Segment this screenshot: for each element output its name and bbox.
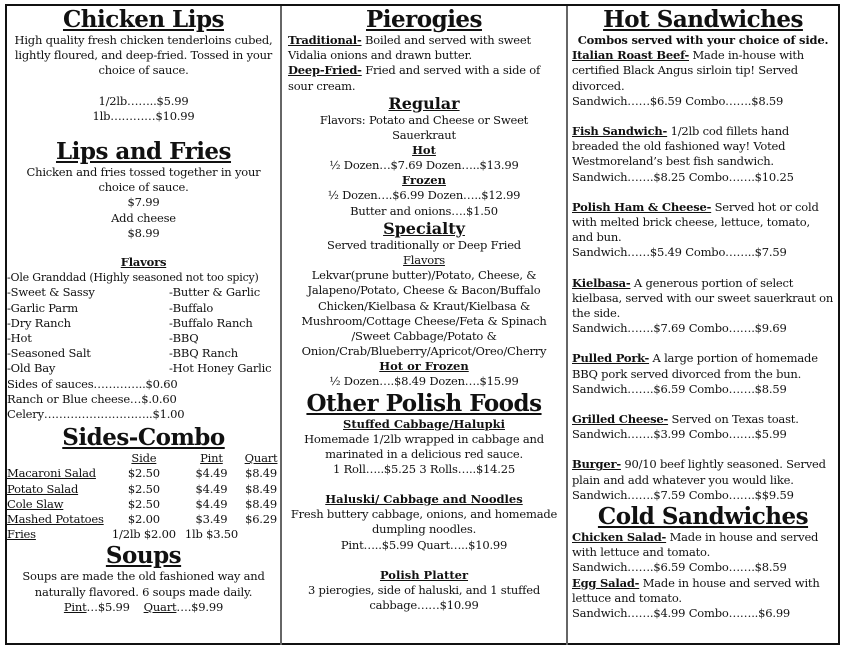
pint-price: $4.49: [195, 481, 228, 496]
hot-label: Hot: [412, 143, 436, 158]
price-line: Sandwich…….$3.99 Combo…….$5.99: [572, 427, 787, 442]
item-description: Chicken and fries tossed together in your choice of sauce.: [26, 165, 261, 195]
quart-price: $8.49: [245, 466, 278, 481]
price-line: Sandwich……$5.49 Combo……..$7.59: [572, 245, 787, 260]
item-description: Made in house and served with lettuce and tomato.: [572, 530, 819, 560]
flavor-item: -BBQ Ranch: [169, 346, 238, 361]
flavor-item: -BBQ: [169, 331, 199, 346]
item-name: Stuffed Cabbage/Halupki: [343, 416, 505, 431]
price-line: Sandwich…….$7.59 Combo…….$$9.59: [572, 487, 794, 502]
price-line: ½ Dozen….$6.99 Dozen…..$12.99: [327, 188, 521, 203]
item-name: Egg Salad-: [572, 575, 640, 590]
flavor-item: -Garlic Parm: [7, 300, 78, 315]
quart-price: ….$9.99: [176, 599, 224, 614]
side-name: Macaroni Salad: [7, 466, 96, 481]
item-name: Deep-Fried-: [288, 63, 362, 78]
flavors-line: Flavors: Potato and Cheese or Sweet Sauerkraut: [319, 112, 529, 143]
section-title: Sides-Combo: [62, 424, 225, 452]
side-name: Cole Slaw: [7, 496, 64, 511]
side-name: Fries: [7, 527, 36, 542]
section-title: Chicken Lips: [62, 6, 224, 33]
item-name: Kielbasa-: [572, 275, 631, 290]
pint-price: $4.49: [195, 466, 228, 481]
flavor-item: -Old Bay: [7, 361, 56, 376]
price-line: 1/2lb……..$5.99: [98, 93, 189, 108]
item-description: Soups are made the old fashioned way and naturally flavored. 6 soups made daily.: [22, 569, 265, 599]
regular-section: [288, 94, 560, 219]
price-line: 1 Roll…..$5.25 3 Rolls…..$14.25: [333, 462, 515, 477]
flavor-item: -Butter & Garlic: [169, 285, 260, 300]
side-name: Potato Salad: [7, 481, 79, 496]
item-description: Homemade 1/2lb wrapped in cabbage and marinated in a delicious red sauce.: [304, 431, 544, 461]
price-line: 1lb…………$10.99: [92, 108, 195, 123]
item-description: 1/2lb cod fillets hand breaded the old fashioned way! Voted Westmoreland’s best fish sandwich.: [572, 124, 790, 169]
side-price: $2.50: [127, 496, 160, 511]
item-description: Fried and served with a side of sour cream.: [288, 63, 541, 93]
section-title: Pierogies: [365, 6, 483, 33]
table-row: [7, 497, 280, 512]
other-polish-foods-section: [288, 390, 560, 614]
price-line: $8.99: [127, 225, 160, 240]
soups-section: [7, 542, 280, 615]
quart-price: $8.49: [245, 481, 278, 496]
menu-column-1: [7, 6, 280, 644]
column-header: Side: [131, 451, 157, 466]
pint-label: Pint: [63, 599, 87, 614]
side-price: $2.50: [127, 481, 160, 496]
section-subtitle: Combos served with your choice of side.: [577, 33, 829, 47]
subsection-title: Regular: [388, 93, 460, 113]
flavors-label: Flavors: [403, 253, 445, 268]
flavors-grid: [7, 285, 280, 376]
side-price: $2.50: [127, 466, 160, 481]
menu-item: [572, 48, 834, 94]
item-name: Burger-: [572, 457, 621, 472]
table-header-row: [7, 451, 280, 466]
section-title: Hot Sandwiches: [603, 6, 803, 33]
flavor-item: -Buffalo Ranch: [169, 315, 253, 330]
section-title: Soups: [105, 542, 182, 570]
flavor-item: -Ole Granddad (Highly seasoned not too spicy): [7, 271, 259, 285]
served-line: Served traditionally or Deep Fried: [327, 237, 521, 252]
addon-label: Add cheese: [111, 210, 176, 225]
menu-item: [572, 412, 834, 427]
chicken-lips-section: [7, 6, 280, 124]
side-name: Mashed Potatoes: [7, 512, 104, 527]
pint-price: $4.49: [195, 496, 228, 511]
lips-and-fries-section: [7, 138, 280, 241]
item-description: 3 pierogies, side of haluski, and 1 stuffed cabbage……$10.99: [307, 582, 540, 613]
item-description: Boiled and served with sweet Vidalia onions and drawn butter.: [288, 33, 531, 63]
item-name: Polish Ham & Cheese-: [572, 199, 712, 214]
item-name: Fish Sandwich-: [572, 124, 668, 139]
price-line: Sandwich……$6.59 Combo…….$8.59: [572, 93, 784, 108]
price-line: Sandwich…….$7.69 Combo…….$9.69: [572, 321, 787, 336]
item-description: Fresh buttery cabbage, onions, and homemade dumpling noodles.: [290, 507, 558, 537]
half-lb-price: 1/2lb $2.00: [111, 527, 176, 542]
flavor-item: -Buffalo: [169, 300, 214, 315]
item-name: Italian Roast Beef-: [572, 48, 690, 63]
hot-sandwiches-section: [572, 6, 834, 503]
pint-price: $3.49: [195, 512, 228, 527]
flavor-item: -Dry Ranch: [7, 315, 71, 330]
extra-price: Celery………………………..$1.00: [7, 407, 185, 422]
price-line: Sandwich…….$8.25 Combo…….$10.25: [572, 169, 794, 184]
item-name: Pulled Pork-: [572, 351, 650, 366]
flavor-item: -Seasoned Salt: [7, 346, 91, 361]
item-description: High quality fresh chicken tenderloins cubed, lightly floured, and deep-fried. Tossed in your choice of sauce.: [14, 33, 273, 78]
side-price: $2.00: [127, 512, 160, 527]
menu-item: [572, 124, 834, 170]
item-description: A generous portion of select kielbasa, served with our sweet sauerkraut on the side.: [572, 275, 834, 321]
flavors-heading: Flavors: [120, 255, 167, 270]
hot-or-frozen-label: Hot or Frozen: [379, 359, 469, 374]
menu-item: [572, 457, 834, 487]
price-line: ½ Dozen…$7.69 Dozen…..$13.99: [329, 158, 519, 173]
price-line: Sandwich…….$6.59 Combo…….$8.59: [572, 560, 787, 575]
price-line: Sandwich…….$6.59 Combo…….$8.59: [572, 381, 787, 396]
flavor-item: -Hot: [7, 331, 32, 346]
menu-column-2: [282, 6, 566, 644]
flavor-item: -Sweet & Sassy: [7, 285, 95, 300]
traditional-desc: [288, 33, 560, 63]
item-name: Chicken Salad-: [572, 530, 667, 545]
extra-price: Sides of sauces…………..$0.60: [7, 376, 178, 391]
flavor-item: -Hot Honey Garlic: [169, 361, 272, 376]
flavors-section: [7, 255, 280, 422]
item-description: Made in house and served with lettuce and tomato.: [572, 575, 820, 605]
flavors-list: Lekvar(prune butter)/Potato, Cheese, & Jalapeno/Potato, Cheese & Bacon/Buffalo Chicken/Kielbasa & Kraut/Kielbasa & Mushroom/Cottage Cheese/Feta & Spinach /Sweet Cabbage/Potato & Onion/Crab/Blueberry/Apricot/Oreo/Cherry: [301, 268, 547, 359]
quart-price: $6.29: [245, 512, 278, 527]
pierogies-section: [288, 6, 560, 94]
menu-item: [572, 351, 834, 381]
price-line: Pint…..$5.99 Quart…..$10.99: [340, 537, 508, 552]
section-title: Lips and Fries: [55, 138, 232, 166]
item-description: Served hot or cold with melted brick cheese, lettuce, tomato, and bun.: [572, 199, 819, 245]
item-description: A large portion of homemade BBQ pork served divorced from the bun.: [572, 351, 818, 381]
table-row: [7, 512, 280, 527]
full-lb-price: 1lb $3.50: [184, 527, 239, 542]
item-name: Polish Platter: [379, 567, 469, 582]
cold-sandwiches-section: [572, 503, 834, 621]
price-line: Butter and onions….$1.50: [350, 203, 498, 218]
sides-combo-section: [7, 424, 280, 542]
menu-column-3: [568, 6, 838, 644]
quart-price: $8.49: [245, 496, 278, 511]
item-name: Traditional-: [288, 33, 362, 47]
specialty-section: [288, 219, 560, 390]
pint-price: …$5.99: [86, 599, 130, 614]
menu-item: [572, 200, 834, 246]
table-row: [7, 466, 280, 481]
price-line: $7.99: [127, 195, 160, 210]
quart-label: Quart: [143, 599, 177, 614]
item-description: Made in-house with certified Black Angus sirloin tip! Served divorced.: [572, 48, 804, 93]
price-line: [7, 600, 280, 615]
menu-item: [572, 530, 834, 560]
column-header: Pint: [200, 451, 223, 466]
item-name: Grilled Cheese-: [572, 412, 669, 427]
extra-price: Ranch or Blue cheese…$.0.60: [7, 391, 177, 406]
menu-item: [572, 276, 834, 322]
price-line: Sandwich…….$4.99 Combo……..$6.99: [572, 606, 791, 621]
item-description: Served on Texas toast.: [668, 412, 799, 427]
subsection-title: Specialty: [383, 218, 465, 238]
item-name: Haluski/ Cabbage and Noodles: [325, 492, 523, 507]
item-description: 90/10 beef lightly seasoned. Served plain and add whatever you would like.: [572, 457, 826, 487]
table-row: [7, 482, 280, 497]
frozen-label: Frozen: [402, 173, 446, 188]
deep-fried-desc: [288, 63, 560, 93]
sides-table: [7, 451, 280, 542]
menu-item: [572, 576, 834, 606]
table-row: [7, 527, 280, 542]
section-title: Other Polish Foods: [306, 389, 542, 417]
column-header: Quart: [244, 451, 278, 466]
price-line: ½ Dozen….$8.49 Dozen….$15.99: [329, 374, 519, 389]
section-title: Cold Sandwiches: [597, 503, 809, 531]
